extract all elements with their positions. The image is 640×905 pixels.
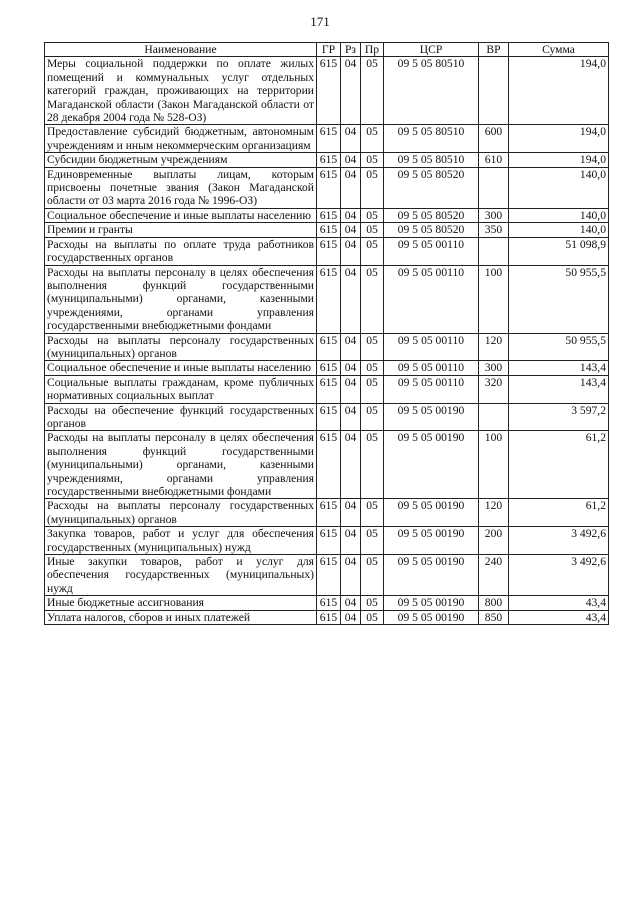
cell-sum: 194,0 [509,153,609,167]
cell-csr: 09 5 05 00110 [384,361,479,375]
cell-csr: 09 5 05 00110 [384,265,479,333]
table-row [45,499,609,527]
cell-csr: 09 5 05 00110 [384,375,479,403]
cell-sum: 3 492,6 [509,555,609,596]
cell-vr: 850 [479,610,509,624]
cell-name: Расходы на выплаты по оплате труда работников государственных органов [45,237,317,265]
cell-sum: 143,4 [509,361,609,375]
cell-rz: 04 [341,208,361,222]
table-row [45,208,609,222]
cell-vr: 320 [479,375,509,403]
cell-pr: 05 [361,596,384,610]
cell-gr: 615 [317,223,341,237]
cell-sum: 51 098,9 [509,237,609,265]
cell-sum: 43,4 [509,596,609,610]
cell-pr: 05 [361,431,384,499]
cell-rz: 04 [341,555,361,596]
table-row [45,125,609,153]
cell-sum: 43,4 [509,610,609,624]
cell-vr: 240 [479,555,509,596]
cell-pr: 05 [361,555,384,596]
table-row [45,167,609,208]
header-sum: Сумма [509,43,609,57]
cell-rz: 04 [341,223,361,237]
cell-pr: 05 [361,527,384,555]
cell-name: Закупка товаров, работ и услуг для обеспечения государственных (муниципальных) нужд [45,527,317,555]
cell-csr: 09 5 05 00190 [384,610,479,624]
table-row [45,403,609,431]
cell-rz: 04 [341,333,361,361]
cell-name: Расходы на выплаты персоналу государственных (муниципальных) органов [45,333,317,361]
cell-csr: 09 5 05 00110 [384,237,479,265]
cell-pr: 05 [361,237,384,265]
cell-name: Единовременные выплаты лицам, которым присвоены почетные звания (Закон Магаданской области от 03 марта 2016 года № 1996-ОЗ) [45,167,317,208]
cell-rz: 04 [341,431,361,499]
cell-pr: 05 [361,403,384,431]
cell-gr: 615 [317,208,341,222]
cell-pr: 05 [361,333,384,361]
cell-sum: 143,4 [509,375,609,403]
cell-rz: 04 [341,375,361,403]
cell-sum: 140,0 [509,208,609,222]
cell-csr: 09 5 05 00190 [384,527,479,555]
cell-csr: 09 5 05 00110 [384,333,479,361]
cell-pr: 05 [361,499,384,527]
cell-rz: 04 [341,237,361,265]
table-body [45,57,609,625]
cell-rz: 04 [341,153,361,167]
cell-rz: 04 [341,265,361,333]
header-csr: ЦСР [384,43,479,57]
table-row [45,237,609,265]
table-row [45,555,609,596]
cell-name: Расходы на выплаты персоналу в целях обеспечения выполнения функций государственными (муниципальными) органами, казенными учреждениями, органами управления государственными внебюджетными фондами [45,265,317,333]
header-name: Наименование [45,43,317,57]
cell-csr: 09 5 05 80520 [384,167,479,208]
cell-vr: 120 [479,499,509,527]
cell-sum: 61,2 [509,431,609,499]
header-rz: Рз [341,43,361,57]
cell-sum: 3 597,2 [509,403,609,431]
cell-pr: 05 [361,153,384,167]
cell-pr: 05 [361,223,384,237]
cell-name: Социальное обеспечение и иные выплаты населению [45,208,317,222]
cell-vr [479,237,509,265]
cell-sum: 3 492,6 [509,527,609,555]
cell-vr: 300 [479,361,509,375]
cell-name: Предоставление субсидий бюджетным, автономным учреждениям и иным некоммерческим организациям [45,125,317,153]
cell-pr: 05 [361,167,384,208]
cell-pr: 05 [361,125,384,153]
cell-sum: 194,0 [509,57,609,125]
table-row [45,527,609,555]
cell-pr: 05 [361,265,384,333]
table-row [45,223,609,237]
cell-csr: 09 5 05 80520 [384,223,479,237]
cell-vr: 100 [479,265,509,333]
cell-vr [479,57,509,125]
cell-rz: 04 [341,167,361,208]
cell-name: Иные закупки товаров, работ и услуг для обеспечения государственных (муниципальных) нужд [45,555,317,596]
cell-gr: 615 [317,265,341,333]
header-vr: ВР [479,43,509,57]
table-header-row [45,43,609,57]
cell-rz: 04 [341,57,361,125]
cell-rz: 04 [341,610,361,624]
cell-gr: 615 [317,167,341,208]
cell-rz: 04 [341,499,361,527]
table-row [45,265,609,333]
cell-rz: 04 [341,403,361,431]
cell-rz: 04 [341,125,361,153]
cell-csr: 09 5 05 80510 [384,125,479,153]
cell-gr: 615 [317,375,341,403]
cell-gr: 615 [317,555,341,596]
header-pr: Пр [361,43,384,57]
header-gr: ГР [317,43,341,57]
cell-name: Расходы на обеспечение функций государственных органов [45,403,317,431]
cell-name: Социальное обеспечение и иные выплаты населению [45,361,317,375]
cell-rz: 04 [341,361,361,375]
cell-vr: 300 [479,208,509,222]
cell-pr: 05 [361,57,384,125]
cell-rz: 04 [341,527,361,555]
cell-name: Иные бюджетные ассигнования [45,596,317,610]
cell-name: Уплата налогов, сборов и иных платежей [45,610,317,624]
cell-vr: 200 [479,527,509,555]
budget-table [44,42,609,625]
cell-name: Социальные выплаты гражданам, кроме публичных нормативных социальных выплат [45,375,317,403]
cell-name: Премии и гранты [45,223,317,237]
cell-pr: 05 [361,375,384,403]
cell-csr: 09 5 05 80520 [384,208,479,222]
cell-name: Расходы на выплаты персоналу государственных (муниципальных) органов [45,499,317,527]
cell-pr: 05 [361,208,384,222]
cell-gr: 615 [317,403,341,431]
table-row [45,333,609,361]
cell-sum: 50 955,5 [509,333,609,361]
cell-csr: 09 5 05 00190 [384,403,479,431]
table-row [45,361,609,375]
cell-gr: 615 [317,237,341,265]
cell-vr: 120 [479,333,509,361]
cell-gr: 615 [317,499,341,527]
cell-vr: 800 [479,596,509,610]
cell-sum: 140,0 [509,223,609,237]
cell-gr: 615 [317,431,341,499]
cell-gr: 615 [317,361,341,375]
cell-pr: 05 [361,610,384,624]
table-row [45,610,609,624]
table-row [45,153,609,167]
cell-gr: 615 [317,57,341,125]
cell-gr: 615 [317,527,341,555]
cell-sum: 140,0 [509,167,609,208]
table-row [45,57,609,125]
cell-gr: 615 [317,333,341,361]
cell-csr: 09 5 05 80510 [384,57,479,125]
cell-csr: 09 5 05 80510 [384,153,479,167]
cell-sum: 61,2 [509,499,609,527]
cell-name: Меры социальной поддержки по оплате жилых помещений и коммунальных услуг отдельных категорий граждан, проживающих на территории Магаданской области (Закон Магаданской области от 28 декабря 2004 года № 528-ОЗ) [45,57,317,125]
cell-rz: 04 [341,596,361,610]
cell-gr: 615 [317,596,341,610]
cell-vr [479,403,509,431]
cell-name: Субсидии бюджетным учреждениям [45,153,317,167]
table-row [45,431,609,499]
cell-csr: 09 5 05 00190 [384,596,479,610]
cell-gr: 615 [317,610,341,624]
cell-vr: 610 [479,153,509,167]
cell-gr: 615 [317,125,341,153]
cell-vr [479,167,509,208]
cell-sum: 50 955,5 [509,265,609,333]
cell-csr: 09 5 05 00190 [384,555,479,596]
cell-sum: 194,0 [509,125,609,153]
table-row [45,375,609,403]
cell-vr: 350 [479,223,509,237]
cell-pr: 05 [361,361,384,375]
cell-vr: 600 [479,125,509,153]
cell-gr: 615 [317,153,341,167]
cell-csr: 09 5 05 00190 [384,431,479,499]
cell-name: Расходы на выплаты персоналу в целях обеспечения выполнения функций государственными (муниципальными) органами, казенными учреждениями, органами управления государственными внебюджетными фондами [45,431,317,499]
page-number: 171 [310,14,330,29]
table-row [45,596,609,610]
cell-vr: 100 [479,431,509,499]
cell-csr: 09 5 05 00190 [384,499,479,527]
